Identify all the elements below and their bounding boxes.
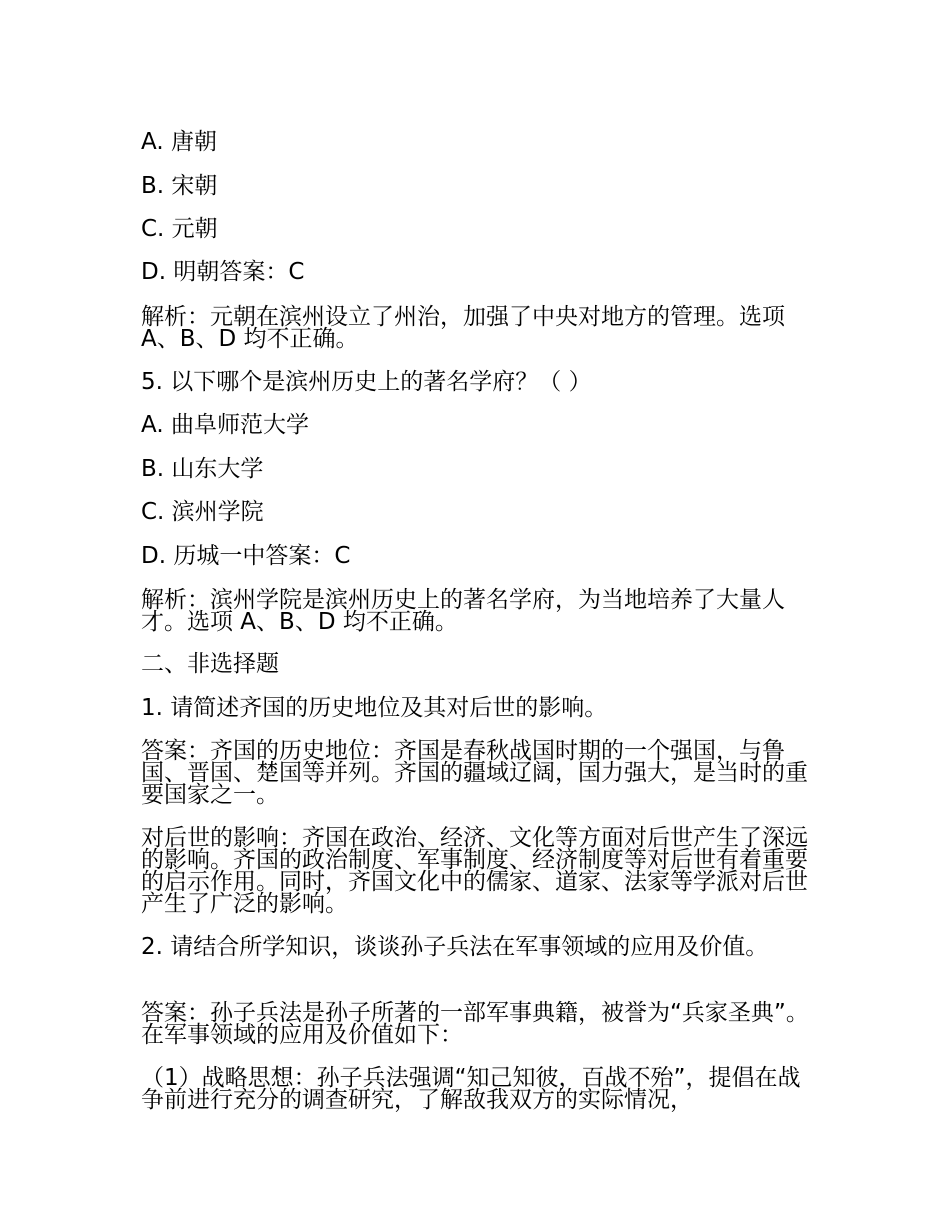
section2-title: 二、非选择题 [141, 651, 279, 677]
q5-option-a: A. 曲阜师范大学 [141, 412, 309, 438]
nq1-answer-p1: 答案：齐国的历史地位：齐国是春秋战国时期的一个强国，与鲁国、晋国、楚国等并列。齐国的疆域辽阔，国力强大，是当时的重要国家之一。 [141, 738, 808, 808]
q4-option-a: A. 唐朝 [141, 129, 217, 155]
nq2-answer-p1: 答案：孙子兵法是孙子所著的一部军事典籍，被誉为“兵家圣典”。在军事领域的应用及价值如下： [141, 1000, 809, 1048]
q4-option-d-answer: D. 明朝答案：C [141, 259, 305, 285]
nq1-question: 1. 请简述齐国的历史地位及其对后世的影响。 [141, 695, 608, 721]
q5-question: 5. 以下哪个是滨州历史上的著名学府？（ ） [141, 369, 592, 395]
nq1-answer-p2: 对后世的影响：齐国在政治、经济、文化等方面对后世产生了深远的影响。齐国的政治制度、军事制度、经济制度等对后世有着重要的启示作用。同时，齐国文化中的儒家、道家、法家等学派对后世产生了广泛的影响。 [141, 825, 808, 917]
q5-option-c: C. 滨州学院 [141, 499, 264, 525]
q4-analysis: 解析：元朝在滨州设立了州治，加强了中央对地方的管理。选项 A、B、D 均不正确。 [141, 304, 785, 352]
q5-option-d-answer: D. 历城一中答案：C [141, 543, 351, 569]
q5-analysis: 解析：滨州学院是滨州历史上的著名学府，为当地培养了大量人才。选项 A、B、D 均不正确。 [141, 587, 785, 635]
q4-option-b: B. 宋朝 [141, 173, 218, 199]
q5-option-b: B. 山东大学 [141, 456, 264, 482]
nq2-question: 2. 请结合所学知识，谈谈孙子兵法在军事领域的应用及价值。 [141, 934, 769, 960]
nq2-answer-p2: （1）战略思想：孙子兵法强调“知己知彼，百战不殆”，提倡在战争前进行充分的调查研究，了解敌我双方的实际情况， [141, 1065, 801, 1113]
q4-option-c: C. 元朝 [141, 216, 218, 242]
